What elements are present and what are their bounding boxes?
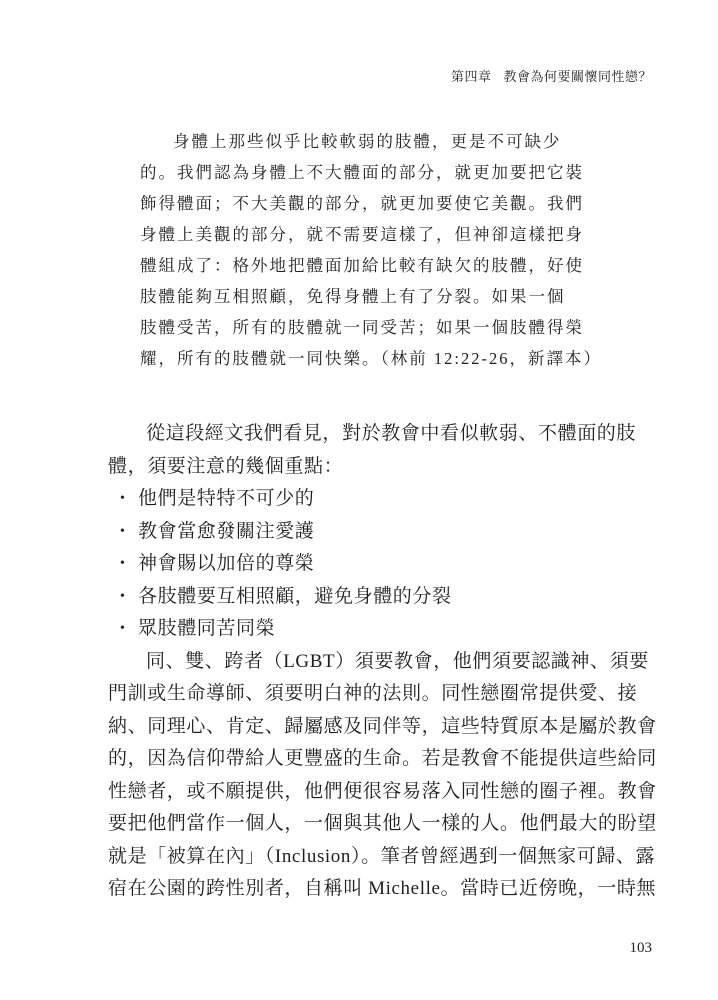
paragraph-line: 性戀者，或不願提供，他們便很容易落入同性戀的圈子裡。教會 (108, 780, 657, 802)
bullet-item (108, 613, 628, 646)
bullet-item (108, 483, 628, 516)
bullet-icon: • (120, 556, 126, 571)
quote-line: 身體上美觀的部分，就不需要這樣了，但神卻這樣把身 (140, 225, 584, 244)
intro-line: 從這段經文我們看見，對於教會中看似軟弱、不體面的肢 (146, 423, 637, 444)
quote-line: 體組成了：格外地把體面加給比較有缺欠的肢體，好使 (140, 256, 584, 275)
paragraph-line: 的，因為信仰帶給人更豐盛的生命。若是教會不能提供這些給同 (108, 748, 657, 769)
paragraph-line: 同、雙、跨者（LGBT）須要教會，他們須要認識神、須要 (146, 650, 649, 672)
bullet-item (108, 516, 628, 549)
chapter-title: 教會為何要關懷同性戀？ (503, 69, 652, 84)
body-text (108, 418, 657, 906)
chapter-label: 第四章 (450, 69, 492, 84)
quote-line: 肢體能夠互相照顧，免得身體上有了分裂。如果一個 (140, 287, 566, 306)
paragraph-line: 要把他們當作一個人，一個與其他人一樣的人。他們最大的盼望 (108, 813, 657, 834)
paragraph-line: 宿在公園的跨性別者，自稱叫 Michelle。當時已近傍晚，一時無 (108, 878, 657, 899)
bullet-text: 神會賜以加倍的尊榮 (138, 553, 315, 574)
paragraph-line: 納、同理心、肯定、歸屬感及同伴等，這些特質原本是屬於教會 (108, 715, 657, 737)
quote-line: 肢體受苦，所有的肢體就一同受苦；如果一個肢體得榮 (140, 318, 584, 337)
bullet-icon: • (120, 621, 126, 636)
quote-line: 的。我們認為身體上不大體面的部分，就更加要把它裝 (140, 163, 584, 182)
bullet-item (108, 548, 628, 581)
bullet-icon: • (120, 588, 126, 604)
paragraph-line: 門訓或生命導師、須要明白神的法則。同性戀圈常提供愛、接 (108, 683, 638, 704)
bullet-text: 教會當愈發關注愛護 (138, 520, 315, 542)
bullet-text: 他們是特特不可少的 (138, 488, 315, 509)
running-header (451, 66, 652, 85)
bullet-item (108, 581, 628, 614)
bullet-icon: • (120, 491, 126, 506)
bullet-list (108, 483, 628, 646)
bullet-icon: • (120, 523, 126, 539)
page-number: 103 (629, 940, 652, 956)
quote-line: 飾得體面；不大美觀的部分，就更加要使它美觀。我們 (140, 194, 584, 213)
quote-line: 身體上那些似乎比較軟弱的肢體，更是不可缺少 (173, 132, 562, 151)
bullet-text: 眾肢體同苦同榮 (138, 618, 276, 639)
scripture-quote (140, 126, 610, 374)
paragraph-line: 就是「被算在內」（Inclusion）。筆者曾經遇到一個無家可歸、露 (108, 845, 656, 867)
intro-line: 體，須要注意的幾個重點： (108, 455, 344, 477)
quote-line: 耀，所有的肢體就一同快樂。（林前 12:22-26，新譯本） (140, 349, 602, 368)
bullet-text: 各肢體要互相照顧，避免身體的分裂 (138, 585, 452, 607)
